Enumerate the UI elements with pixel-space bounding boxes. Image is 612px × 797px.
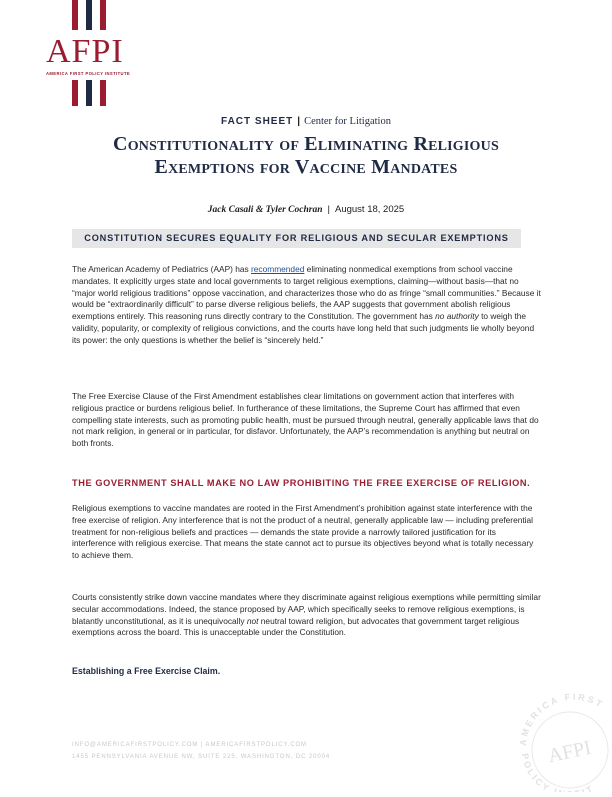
subsection-title: Establishing a Free Exercise Claim. [72,666,221,676]
center-label: Center for Litigation [304,116,391,127]
logo-stripe-left-lower [72,80,78,106]
p4-text-a: Courts consistently strike down vaccine mandates where they discriminate against religious exemptions while permitting similar secular accommodations. Indeed, the stance proposed by AAP, which specifically seeks to remove religious exemptions, is blatantly unconstitutional, as it is unequivocally [72,592,541,626]
seal-center: AFPI [546,736,594,768]
footer-contact[interactable]: INFO@AMERICAFIRSTPOLICY.COM | AMERICAFIRSTPOLICY.COM [72,742,307,748]
kicker-line [0,116,612,127]
p4-text-b: neutral toward religion, but advocates that government target religious exemptions across the board. This is unacceptable under the Constitution. [72,615,520,638]
paragraph-courts [72,592,542,639]
seal-graphic [512,684,612,792]
fact-sheet-label: FACT SHEET [221,116,294,127]
paragraph-intro [72,264,542,347]
byline [0,204,612,215]
p1-emphasis: no authority [435,311,479,322]
logo-stripe-left [72,0,78,30]
paragraph-free-exercise: The Free Exercise Clause of the First Amendment establishes clear limitations on government action that interferes with religious practice or burdens religious belief. In furtherance of these limitations, the Supreme Court has affirmed that even compelling state interests, such as promoting public health, must be pursued through neutral, generally applicable laws that do not mark religion, in general or in particular, for disfavor. Unfortunately, the AAP’s recommendation is anything but neutral on both fronts. [72,391,539,449]
logo-wordmark: AFPI [46,33,124,70]
afpi-logo[interactable] [40,0,140,108]
logo-stripe-middle-lower [86,80,92,106]
section-banner: CONSTITUTION SECURES EQUALITY FOR RELIGIOUS AND SECULAR EXEMPTIONS [72,229,521,248]
publication-date: August 18, 2025 [334,204,405,215]
page-title: Constitutionality of Eliminating Religious Exemptions for Vaccine Mandates [113,133,499,178]
footer-address: 1455 PENNSYLVANIA AVENUE NW, SUITE 225, WASHINGTON, DC 20004 [72,754,331,760]
seal-ring-bottom: POLICY IT [519,752,597,792]
afpi-seal-watermark [512,684,612,792]
p1-text-a: The American Academy of Pediatrics (AAP) has [72,264,252,274]
p1-text-b: eliminating nonmedical exemptions from school vaccine mandates. It explicitly urges state and local governments to target religious exemptions, claiming—without basis—that no “major world religious traditions” oppose vaccination, and characterizes those who do as fringe “small communities.” Because it would be “extraordinarily difficult” to parse diverse religious beliefs, the AAP suggests that government abolish religious exemptions entirely. This reasoning runs directly contrary to the Constitution. The government has [72,264,541,322]
authors: Jack Casali & Tyler Cochran [207,205,323,215]
logo-subtitle: AMERICA FIRST POLICY INSTITUTE [46,71,131,76]
recommended-link[interactable]: recommended [251,264,305,274]
p4-emphasis: not [246,615,259,626]
p1-text-c: to weigh the validity, popularity, or complexity of religious convictions, and the courts have long held that such judgments lie wholly beyond its power: the only questions is whether the belief is “sincerely held.” [72,311,535,345]
seal-ring-top: AMERICA FIRST [517,691,606,747]
byline-separator: | [327,204,330,215]
logo-stripe-middle [86,0,92,30]
logo-stripe-right [100,0,106,30]
section-heading: THE GOVERNMENT SHALL MAKE NO LAW PROHIBITING THE FREE EXERCISE OF RELIGION. [72,478,531,488]
logo-stripe-right-lower [100,80,106,106]
paragraph-exemptions: Religious exemptions to vaccine mandates are rooted in the First Amendment’s prohibition against state interference with the free exercise of religion. Any interference that is not the product of a neutral, generally applicable law — including preferential treatment for non-religious beliefs and practices — demands the state provide a narrowly tailored justification for its interference with religious exercise. That means the state cannot act to pursue its objectives beyond what is totally necessary to achieve them. [72,503,534,561]
kicker-separator: | [297,116,301,127]
